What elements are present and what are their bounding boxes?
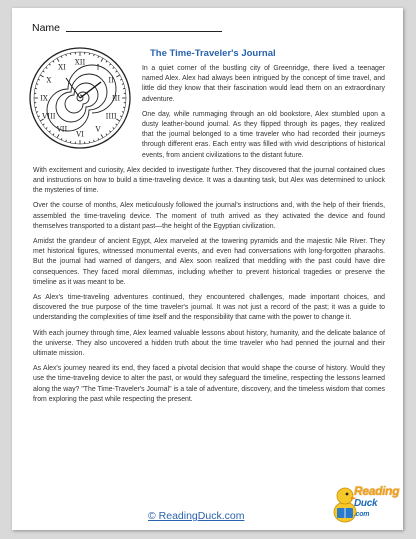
svg-text:XII: XII xyxy=(74,58,86,67)
name-blank-line[interactable] xyxy=(66,30,222,32)
logo-word-reading: Reading xyxy=(354,484,400,498)
story-paragraph: As Alex's journey neared its end, they faced a pivotal decision that would shape the course of history. Would they use the time-traveling device to alter the past, or would they safeguard the timeline, respecting the lessons learned along the way? "The Time-Traveler's Journal" is a tale of adventure, discovery, and the timeless wisdom that comes from exploring the past while respecting the present. xyxy=(33,365,385,403)
readingduck-logo xyxy=(332,478,398,526)
svg-text:VI: VI xyxy=(76,130,84,139)
svg-text:III: III xyxy=(111,94,121,103)
story-paragraph: With each journey through time, Alex learned valuable lessons about history, humanity, and the delicate balance of the universe. They also uncovered a hidden truth about the time traveler who had penned the journal and their ultimate mission. xyxy=(33,329,385,358)
story-paragraph: Amidst the grandeur of ancient Egypt, Alex marveled at the towering pyramids and the majestic Nile River. They met historical figures, witnessed monumental events, and even had conversations with long-forgotten pharaohs. But the journal had warned of dangers, and Alex soon realized that meddling with the past could have dire consequences. They faced moral dilemmas, including whether to prevent historical tragedies or preserve the timeline as it was meant to be. xyxy=(33,238,385,286)
logo-word-duck: Duck xyxy=(354,498,378,509)
story-body xyxy=(33,64,385,410)
story-paragraph: With excitement and curiosity, Alex decided to investigate further. They discovered that the journal contained clues and instructions on how to build a time-traveling device. It was a daunting task, but Alex was determined to unlock the mysteries of time. xyxy=(33,166,385,195)
worksheet-page xyxy=(12,8,403,530)
story-paragraph: Over the course of months, Alex meticulously followed the journal's instructions and, with the help of their friends, assembled the time-traveling device. The moment of truth arrived as they activated the device and found themselves transported to a distant past—the height of the Egyptian civilization. xyxy=(33,202,385,230)
story-paragraph: As Alex's time-traveling adventures continued, they encountered challenges, made important choices, and discovered the true purpose of the time traveler's journal. It was not just a record of the past; it was a guide to understanding the complexities of time itself and the responsibility that came with the power to change it. xyxy=(33,294,385,322)
story-paragraph: One day, while rummaging through an old bookstore, Alex stumbled upon a dusty leather-bound journal. As they flipped through its pages, they realized that the journal belonged to a time traveler who had recorded their journeys through different eras. Each entry was filled with vivid descriptions of historical events, from ancient civilizations to the distant future. xyxy=(142,110,385,159)
name-label: Name xyxy=(32,22,61,34)
svg-text:VII: VII xyxy=(56,125,68,134)
svg-text:X: X xyxy=(46,76,52,85)
svg-text:IX: IX xyxy=(40,94,48,103)
story-title: The Time-Traveler's Journal xyxy=(150,48,276,59)
svg-text:XI: XI xyxy=(58,63,66,72)
name-field-row xyxy=(32,22,222,34)
svg-text:V: V xyxy=(95,125,101,134)
svg-text:I: I xyxy=(96,63,100,72)
story-paragraph: In a quiet corner of the bustling city of Greenridge, there lived a teenager named Alex. Alex had always been intrigued by the concept of time travel, and little did they know that their fascination would lead them on an extraordinary adventure. xyxy=(142,65,385,103)
svg-text:VIII: VIII xyxy=(42,112,56,121)
logo-word-com: .com xyxy=(354,511,370,518)
readingduck-link[interactable]: © ReadingDuck.com xyxy=(148,510,245,522)
svg-text:II: II xyxy=(108,76,114,85)
svg-text:IIII: IIII xyxy=(105,112,117,121)
